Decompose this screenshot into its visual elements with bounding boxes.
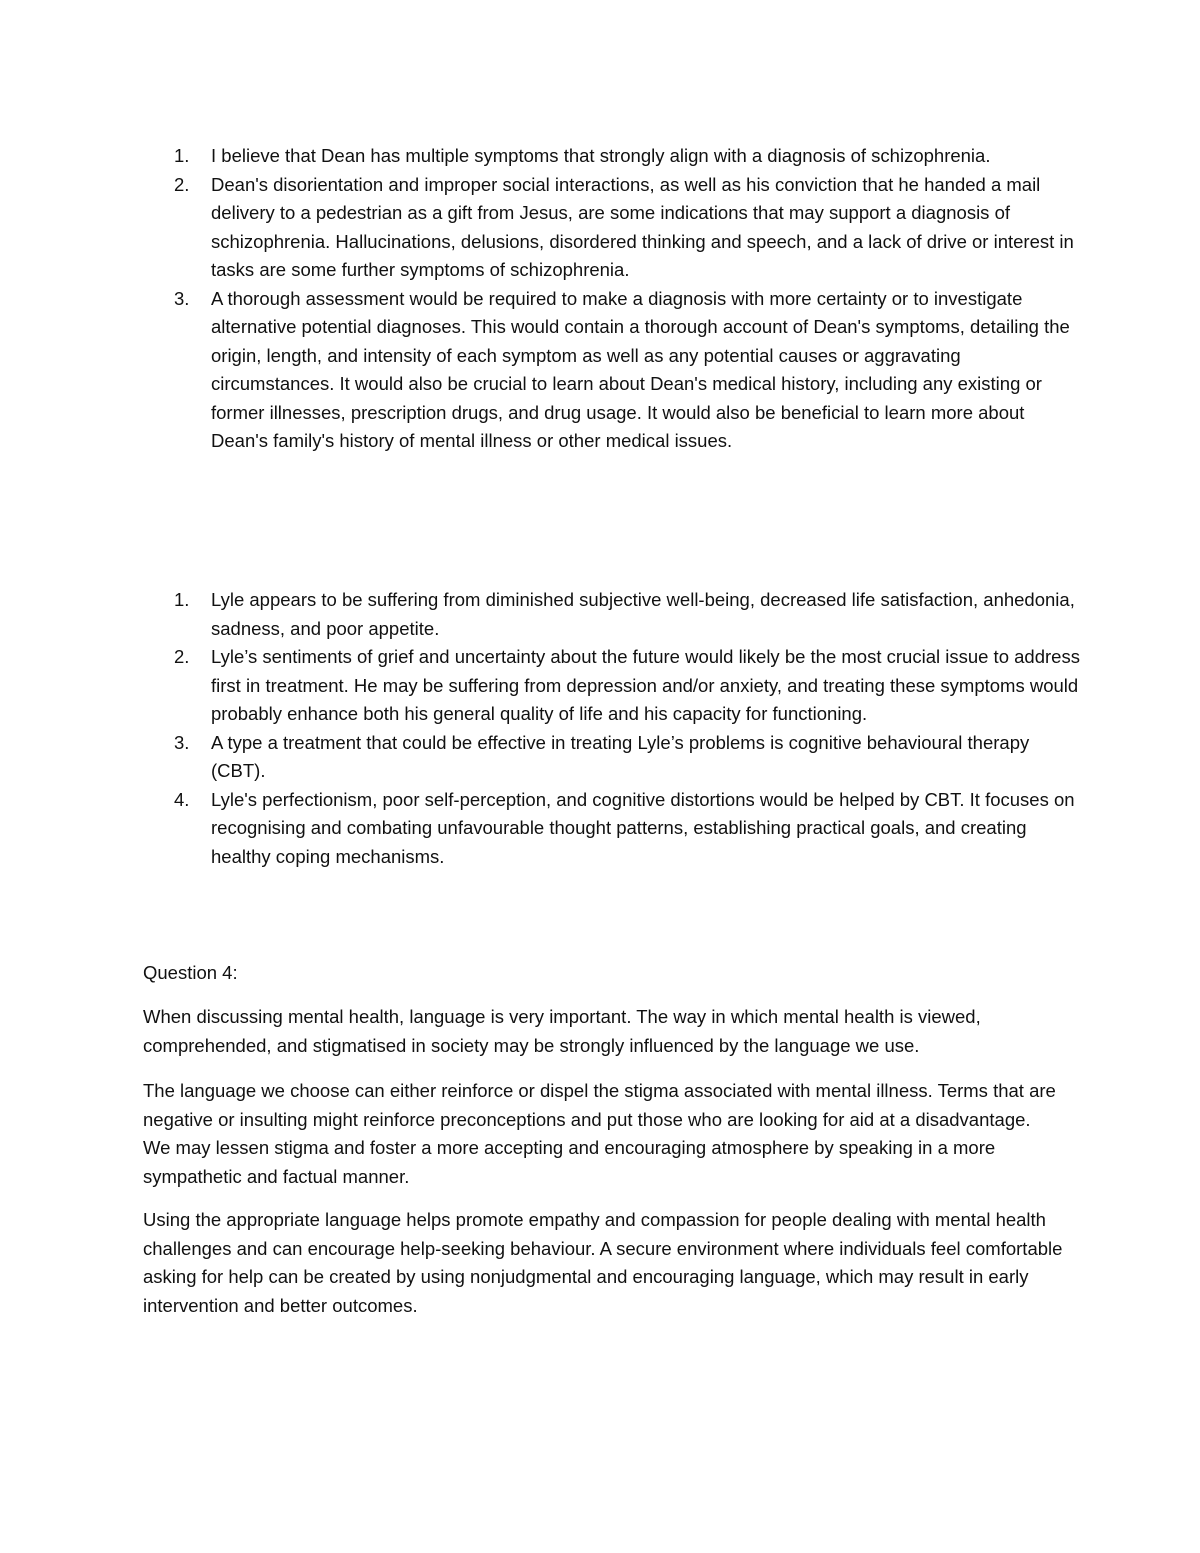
- list-item: [0, 285, 1200, 456]
- list-item: [0, 142, 1200, 171]
- list-item-text: Lyle's perfectionism, poor self-perception, and cognitive distortions would be helped by CBT. It focuses on recognising and combating unfavourable thought patterns, establishing practical goals, and creating healthy coping mechanisms.: [211, 788, 1075, 867]
- list-item-number: 4.: [174, 788, 190, 810]
- list-item: [0, 171, 1200, 285]
- body-paragraph: Using the appropriate language helps promote empathy and compassion for people dealing with mental health challenges and can encourage help-seeking behaviour. A secure environment where individuals feel comfortable asking for help can be created by using nonjudgmental and encouraging language, which may result in early intervention and better outcomes.: [143, 1209, 1063, 1316]
- list-item: [0, 729, 1200, 786]
- list-item-number: 1.: [174, 589, 190, 610]
- body-paragraph: The language we choose can either reinforce or dispel the stigma associated with mental illness. Terms that are negative or insulting might reinforce preconceptions and put those who are looking for aid at a disadvantage. We may lessen stigma and foster a more accepting and encouraging atmosphere by speaking in a more sympathetic and factual manner.: [143, 1080, 1056, 1187]
- list-item-text: Dean's disorientation and improper social interactions, as well as his conviction that he handed a mail delivery to a pedestrian as a gift from Jesus, are some indications that may support a diagnosis of schizophrenia. Hallucinations, delusions, disordered thinking and speech, and a lack of drive or interest in tasks are some further symptoms of schizophrenia.: [211, 173, 1074, 280]
- list-item-text: Lyle’s sentiments of grief and uncertainty about the future would likely be the most crucial issue to address first in treatment. He may be suffering from depression and/or anxiety, and treating these symptoms would probably enhance both his general quality of life and his capacity for functioning.: [211, 646, 1080, 724]
- list-item-text: A thorough assessment would be required to make a diagnosis with more certainty or to investigate alternative potential diagnoses. This would contain a thorough account of Dean's symptoms, detailing the origin, length, and intensity of each symptom as well as any potential causes or aggravating circumstances. It would also be crucial to learn about Dean's medical history, including any existing or former illnesses, prescription drugs, and drug usage. It would also be beneficial to learn more about Dean's family's history of mental illness or other medical issues.: [211, 287, 1070, 451]
- list-item-text: Lyle appears to be suffering from diminished subjective well-being, decreased life satisfaction, anhedonia, sadness, and poor appetite.: [211, 589, 1075, 639]
- list-item-text: A type a treatment that could be effective in treating Lyle’s problems is cognitive behavioural therapy (CBT).: [211, 731, 1030, 781]
- list-item: [0, 786, 1200, 872]
- list-item-number: 2.: [174, 173, 190, 195]
- list-item-text: I believe that Dean has multiple symptoms that strongly align with a diagnosis of schizophrenia.: [211, 145, 991, 166]
- body-paragraph: When discussing mental health, language is very important. The way in which mental health is viewed, comprehended, and stigmatised in society may be strongly influenced by the language we use.: [143, 1006, 981, 1056]
- list-item-number: 1.: [174, 145, 190, 166]
- question-heading: Question 4:: [143, 962, 238, 983]
- list-item: [0, 586, 1200, 643]
- list-item-number: 3.: [174, 731, 190, 753]
- list-item-number: 2.: [174, 646, 190, 667]
- list-item-number: 3.: [174, 287, 190, 309]
- list-item: [0, 643, 1200, 729]
- answer-list-dean: [0, 142, 1200, 456]
- answer-list-lyle: [0, 586, 1200, 871]
